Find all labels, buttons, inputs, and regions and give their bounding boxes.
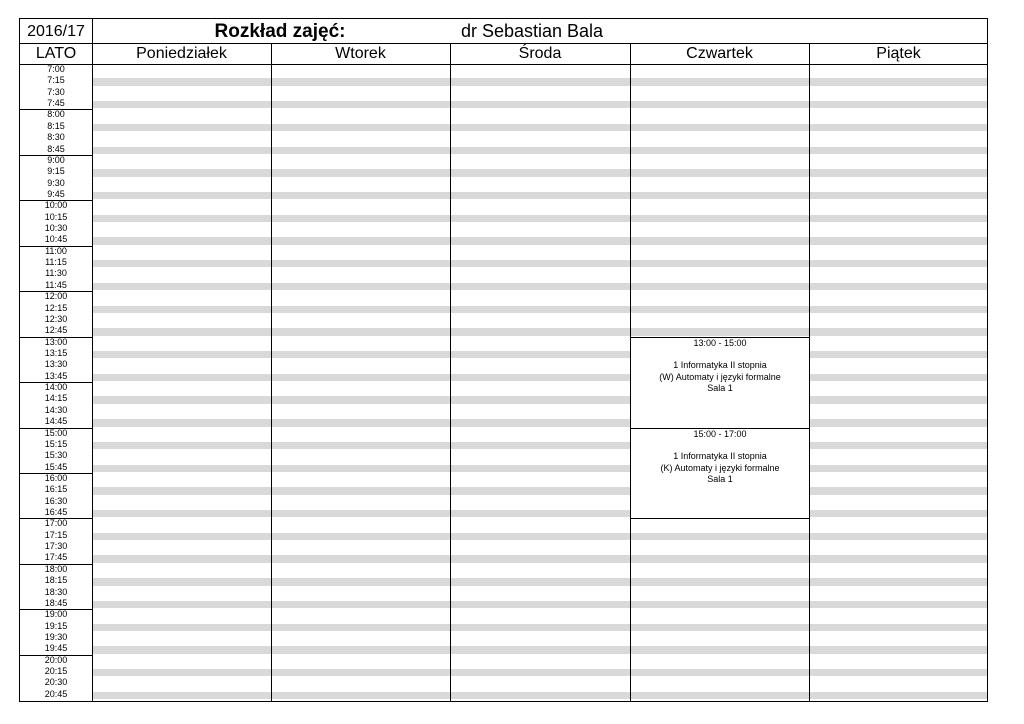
hour-divider [20, 518, 92, 519]
row-stripe [92, 669, 987, 676]
time-label: 8:15 [47, 120, 65, 131]
row-stripe [92, 283, 987, 290]
time-label: 17:15 [44, 529, 68, 540]
time-label: 17:45 [44, 552, 68, 563]
row-stripe [92, 510, 987, 517]
time-label: 12:45 [44, 325, 68, 336]
row-stripe [92, 555, 987, 562]
time-label: 13:30 [44, 359, 68, 370]
hour-divider [20, 337, 92, 338]
hour-divider [20, 246, 92, 247]
event-line1 [631, 349, 809, 360]
time-label: 7:15 [47, 75, 65, 86]
time-label: 16:15 [44, 484, 68, 495]
row-stripe [92, 462, 987, 473]
time-label: 19:45 [44, 643, 68, 654]
row-stripe [92, 533, 987, 540]
day-header-wednesday [450, 44, 630, 64]
time-label: 19:30 [44, 632, 68, 642]
time-label: 10:30 [44, 223, 68, 234]
time-label: 12:30 [44, 313, 68, 324]
time-label: 15:00 [44, 427, 68, 438]
time-label: 7:30 [47, 86, 65, 97]
time-label: 11:30 [45, 268, 67, 279]
day-header-friday [809, 44, 988, 64]
time-label: 14:15 [44, 393, 68, 404]
day-header-monday [92, 44, 271, 64]
time-label: 19:15 [44, 620, 68, 631]
hour-divider [20, 155, 92, 156]
time-label: 9:30 [47, 177, 65, 188]
row-stripe [92, 260, 987, 267]
row-stripe [92, 215, 987, 222]
day-label: Środa [518, 45, 562, 62]
event-line4: Sala 1 [707, 474, 733, 485]
day-label: Wtorek [335, 45, 386, 62]
row-stripe [92, 124, 987, 131]
row-stripe [92, 624, 987, 631]
row-stripe [92, 237, 987, 244]
time-label: 18:00 [44, 563, 68, 574]
time-label: 12:15 [44, 302, 68, 313]
event-line2: 1 Informatyka II stopnia [673, 451, 767, 462]
year-label: 2016/17 [27, 22, 85, 40]
hour-divider [20, 291, 92, 292]
row-stripe [92, 487, 987, 494]
time-label: 10:15 [44, 211, 68, 222]
time-label: 14:00 [44, 382, 68, 393]
time-label: 8:30 [47, 132, 65, 143]
row-stripe [92, 328, 987, 335]
time-label: 9:00 [47, 154, 65, 165]
time-label: 14:45 [44, 416, 68, 427]
time-label: 20:15 [44, 666, 68, 677]
time-label: 14:30 [44, 404, 68, 415]
time-label: 18:45 [44, 597, 68, 608]
title-cell [205, 19, 355, 44]
time-label: 17:00 [44, 518, 68, 529]
row-stripe [92, 101, 987, 108]
row-stripe [92, 396, 987, 403]
hour-divider [20, 428, 92, 429]
time-label: 12:00 [44, 291, 68, 302]
time-label: 10:45 [44, 234, 68, 245]
event-line3: (K) Automaty i języki formalne [660, 462, 780, 473]
event-line4: Sala 1 [707, 383, 733, 394]
class-event[interactable] [630, 337, 810, 429]
semester-cell [20, 44, 92, 64]
time-label: 11:15 [45, 257, 67, 268]
hour-divider [20, 200, 92, 201]
hour-divider [20, 609, 92, 610]
row-stripe [92, 578, 987, 585]
row-stripe [92, 601, 987, 608]
time-label: 8:45 [47, 143, 65, 154]
schedule-grid [20, 65, 987, 701]
row-stripe [92, 419, 987, 426]
day-header-tuesday [271, 44, 450, 64]
time-label: 19:00 [44, 609, 68, 620]
day-header-thursday [630, 44, 809, 64]
row-stripe [92, 692, 987, 699]
time-label: 11:00 [45, 245, 67, 256]
time-label: 15:30 [44, 450, 68, 461]
time-label: 9:15 [47, 166, 65, 177]
time-label: 7:45 [47, 98, 65, 109]
year-cell [20, 19, 92, 44]
hour-divider [20, 109, 92, 110]
time-label: 7:00 [47, 64, 65, 74]
time-label: 15:15 [44, 438, 68, 449]
row-stripe [92, 351, 987, 358]
time-label: 15:45 [44, 461, 68, 472]
time-label: 9:45 [47, 188, 65, 199]
row-stripe [92, 169, 987, 176]
row-stripe [92, 78, 987, 85]
day-label: Poniedziałek [136, 45, 227, 62]
day-label: Czwartek [686, 45, 753, 62]
time-label: 16:30 [44, 495, 68, 506]
event-line3: (W) Automaty i języki formalne [659, 371, 781, 382]
row-stripe [92, 192, 987, 199]
time-label: 11:45 [45, 279, 67, 290]
time-label: 10:00 [44, 200, 68, 211]
semester-label: LATO [35, 45, 77, 62]
timetable [19, 18, 988, 702]
event-line2: 1 Informatyka II stopnia [673, 360, 767, 371]
time-label: 13:45 [44, 370, 68, 381]
hour-divider [20, 473, 92, 474]
class-event[interactable] [630, 428, 810, 520]
time-label: 20:00 [44, 654, 68, 665]
time-label: 8:00 [47, 109, 65, 120]
time-label: 16:45 [44, 507, 68, 518]
hour-divider [20, 655, 92, 656]
event-time-label: 13:00 - 15:00 [693, 337, 747, 348]
hour-divider [20, 382, 92, 383]
page-title: Rozkład zajęć: [214, 20, 346, 42]
day-label: Piątek [876, 45, 921, 62]
row-stripe [92, 646, 987, 653]
time-label: 13:00 [44, 336, 68, 347]
row-stripe [92, 147, 987, 154]
time-label: 18:30 [44, 586, 68, 597]
time-label: 13:15 [44, 348, 68, 358]
time-label: 18:15 [44, 575, 68, 586]
time-label: 17:30 [44, 541, 68, 552]
teacher-name: dr Sebastian Bala [460, 21, 604, 41]
row-stripe [92, 306, 987, 313]
event-line1 [631, 440, 809, 451]
event-time-label: 15:00 - 17:00 [693, 428, 747, 439]
time-label: 20:45 [44, 688, 68, 699]
row-stripe [92, 371, 987, 382]
hour-divider [20, 564, 92, 565]
time-label: 20:30 [44, 677, 68, 688]
teacher-cell [452, 19, 612, 44]
time-label: 16:00 [44, 472, 68, 483]
row-stripe [92, 442, 987, 449]
